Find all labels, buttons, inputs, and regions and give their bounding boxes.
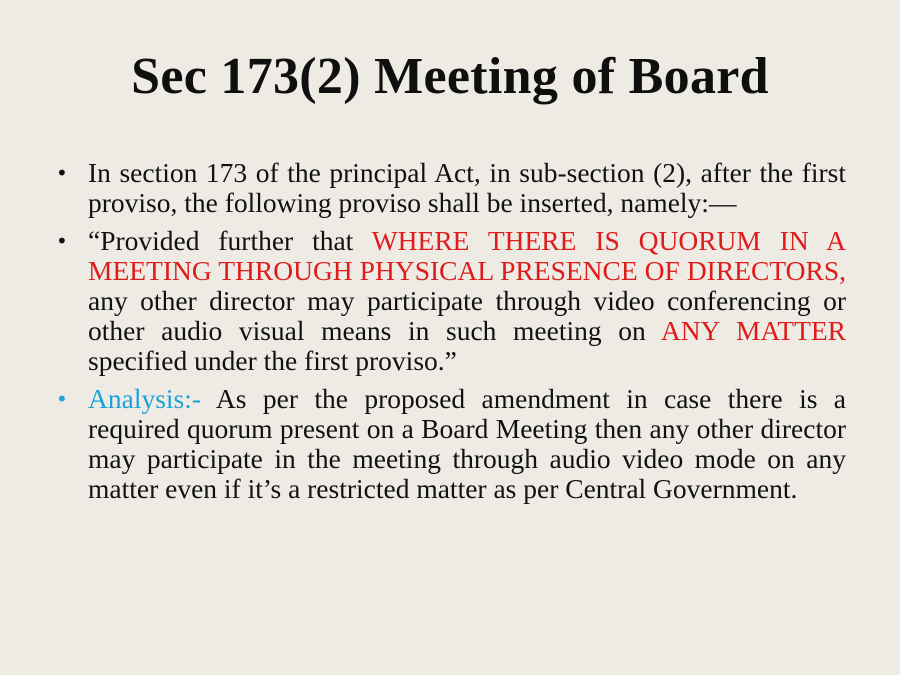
bullet-item-amendment (56, 158, 846, 218)
proviso-highlight-any-matter: ANY MATTER (660, 315, 847, 346)
bullet-dot-icon: • (56, 387, 68, 411)
bullet-item-analysis (56, 384, 846, 504)
proviso-text-part3: specified under the first proviso.” (88, 345, 457, 376)
analysis-label: Analysis:- (88, 383, 202, 414)
bullet-dot-icon: • (56, 229, 68, 253)
bullet-list (56, 158, 846, 512)
bullet-text: In section 173 of the principal Act, in sub-section (2), after the first proviso, the following proviso shall be inserted, namely:— (88, 157, 846, 218)
analysis-text: As per the proposed amendment in case there is a required quorum present on a Board Meeting then any other director may participate in the meeting through audio video mode on any matter even if it’s a restricted matter as per Central Government. (88, 383, 846, 504)
slide-title: Sec 173(2) Meeting of Board (131, 48, 769, 105)
proviso-text-part1: “Provided further that (88, 225, 372, 256)
bullet-item-proviso (56, 226, 846, 376)
bullet-dot-icon: • (56, 161, 68, 185)
proviso-highlight-quorum: WHERE THERE IS QUORUM IN A MEETING THROUGH PHYSICAL PRESENCE OF DIRECTORS, (88, 225, 846, 286)
proviso-text-part2: any other director may participate through video conferencing or other audio visual means in such meeting on (88, 285, 846, 346)
